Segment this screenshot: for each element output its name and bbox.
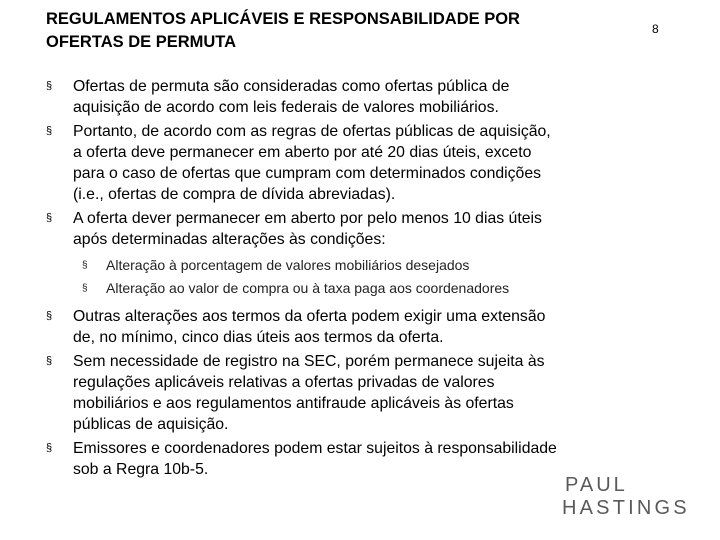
bullet-line: A oferta dever permanecer em aberto por pelo menos 10 dias úteis (73, 210, 542, 227)
bullet-line: sob a Regra 10b-5. (73, 461, 209, 478)
bullet-text (73, 306, 646, 348)
logo-line: PAUL (565, 474, 628, 496)
bullet-line: aquisição de acordo com leis federais de valores mobiliários. (73, 99, 499, 116)
page-number: 8 (652, 22, 659, 36)
sub-bullet-marker: § (82, 283, 88, 294)
sub-bullet-list (82, 254, 646, 300)
sub-bullet-item (82, 277, 646, 300)
bullet-line: de, no mínimo, cinco dias úteis aos termos da oferta. (73, 329, 444, 346)
bullet-item (46, 208, 646, 250)
bullet-line: Portanto, de acordo com as regras de ofertas públicas de aquisição, (73, 123, 551, 140)
bullet-line: mobiliários e aos regulamentos antifraude aplicáveis às ofertas (73, 395, 514, 412)
slide-title (46, 8, 626, 54)
logo-line: HASTINGS (562, 497, 690, 519)
bullet-line: (i.e., ofertas de compra de dívida abreviadas). (73, 186, 396, 203)
bullet-line: Sem necessidade de registro na SEC, porém permanece sujeita às (73, 353, 545, 370)
slide-title-line: OFERTAS DE PERMUTA (46, 33, 237, 51)
bullet-text (73, 208, 646, 250)
bullet-text (73, 76, 646, 118)
bullet-line: públicas de aquisição. (73, 416, 229, 433)
sub-bullet-item (82, 254, 646, 277)
bullet-text (73, 438, 646, 480)
bullet-text (73, 351, 646, 435)
bullet-item (46, 76, 646, 118)
bullet-marker: § (46, 80, 53, 92)
slide-title-line: REGULAMENTOS APLICÁVEIS E RESPONSABILIDADE POR (46, 10, 520, 28)
company-logo (562, 474, 702, 520)
bullet-marker: § (46, 125, 53, 137)
sub-bullet-text: Alteração à porcentagem de valores mobiliários desejados (106, 257, 470, 273)
bullet-item (46, 438, 646, 480)
sub-bullet-text: Alteração ao valor de compra ou à taxa paga aos coordenadores (106, 280, 510, 296)
bullet-item (46, 306, 646, 348)
sub-bullet-marker: § (82, 260, 88, 271)
bullet-marker: § (46, 212, 53, 224)
bullet-marker: § (46, 355, 53, 367)
bullet-line: Ofertas de permuta são consideradas como ofertas pública de (73, 78, 510, 95)
bullet-marker: § (46, 442, 53, 454)
bullet-item (46, 351, 646, 435)
bullet-text (73, 121, 646, 205)
bullet-line: para o caso de ofertas que cumpram com determinados condições (73, 165, 542, 182)
bullet-line: regulações aplicáveis relativas a ofertas privadas de valores (73, 374, 495, 391)
bullet-line: Outras alterações aos termos da oferta podem exigir uma extensão (73, 308, 546, 325)
bullet-list (46, 76, 646, 483)
bullet-line: a oferta deve permanecer em aberto por até 20 dias úteis, exceto (73, 144, 532, 161)
bullet-marker: § (46, 310, 53, 322)
bullet-item (46, 121, 646, 205)
bullet-line: após determinadas alterações às condições: (73, 231, 386, 248)
bullet-line: Emissores e coordenadores podem estar sujeitos à responsabilidade (73, 440, 557, 457)
